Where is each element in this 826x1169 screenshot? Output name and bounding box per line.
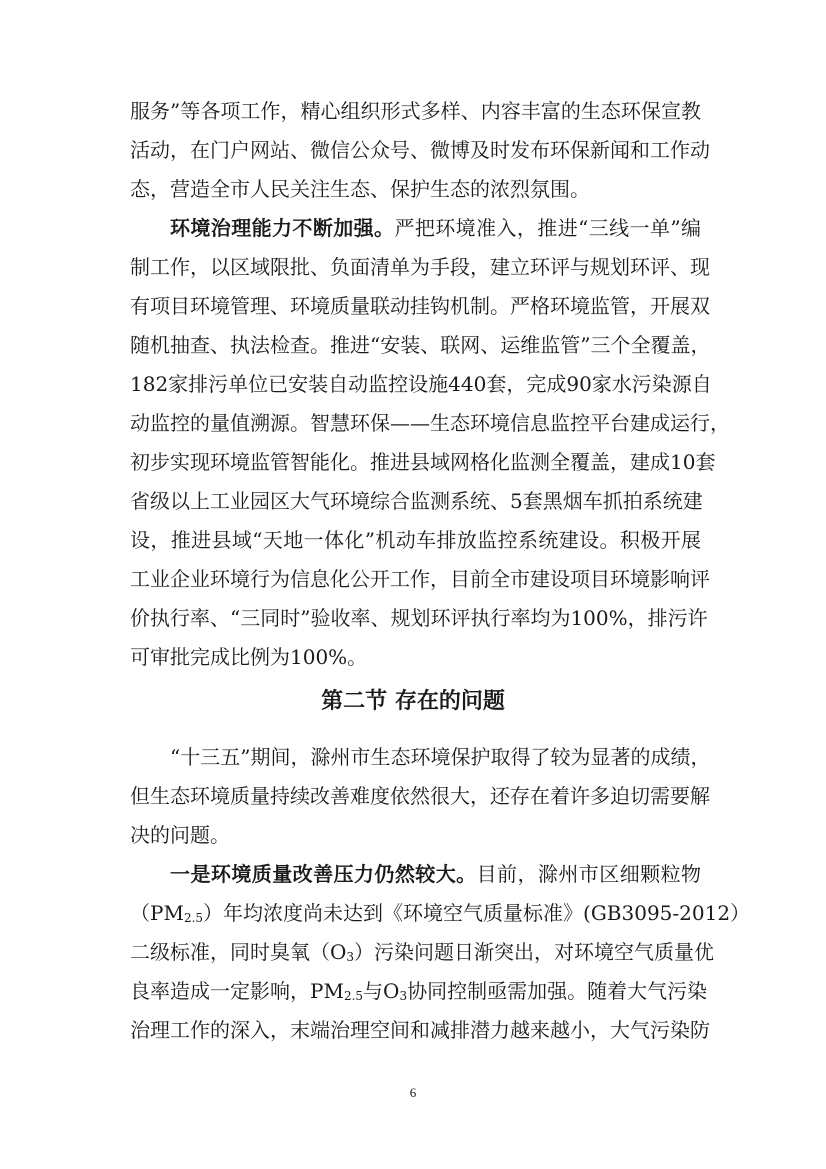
subscript: 2.5 (183, 911, 204, 925)
page-number: 6 (409, 1085, 417, 1100)
text-line: 态，营造全市人民关注生态、保护生态的浓烈氛围。 (130, 177, 590, 201)
text-line: 182家排污单位已安装自动监控设施440套，完成90家水污染源自 (130, 372, 712, 396)
text-span: ）污染问题日渐突出，对环境空气质量优 (354, 940, 715, 964)
paragraph-first-line (170, 213, 701, 243)
text-line: 有项目环境管理、环境质量联动挂钩机制。严格环境监管，开展双 (130, 294, 710, 318)
text-line: 初步实现环境监管智能化。推进县域网格化监测全覆盖，建成10套 (130, 450, 716, 474)
paragraph-first-line (170, 859, 701, 889)
text-line (130, 898, 751, 928)
subscript: 3 (346, 950, 355, 964)
text-span: 二级标准，同时臭氧（O (130, 940, 347, 964)
text-line (130, 976, 708, 1006)
paragraph-lead: 一是环境质量改善压力仍然较大。 (170, 862, 477, 886)
paragraph-lead: 环境治理能力不断加强。 (170, 216, 395, 240)
text-line: 工业企业环境行为信息化公开工作，目前全市建设项目环境影响评 (130, 567, 710, 591)
text-line: 活动，在门户网站、微信公众号、微博及时发布环保新闻和工作动 (130, 138, 710, 162)
section-heading: 第二节 存在的问题 (321, 689, 505, 714)
text-line: 价执行率、“三同时”验收率、规划环评执行率均为100%，排污许 (130, 606, 708, 630)
text-span: 协同控制亟需加强。随着大气污染 (407, 979, 708, 1003)
text-span: 目前，滁州市区细颗粒物 (476, 862, 702, 886)
text-span: ）年均浓度尚未达到《环境空气质量标准》(GB3095-2012） (203, 901, 751, 925)
text-line: 服务”等各项工作，精心组织形式多样、内容丰富的生态环保宣教 (130, 99, 701, 123)
text-line: 动监控的量值溯源。智慧环保——生态环境信息监控平台建成运行， (130, 411, 730, 435)
text-line: 省级以上工业园区大气环境综合监测系统、5套黑烟车抓拍系统建 (130, 489, 703, 513)
text-span: （PM (130, 901, 184, 925)
text-line: 制工作，以区域限批、负面清单为手段，建立环评与规划环评、现 (130, 255, 710, 279)
text-line: 治理工作的深入，末端治理空间和减排潜力越来越小，大气污染防 (130, 1018, 710, 1042)
subscript: 2.5 (343, 989, 364, 1003)
text-line: 随机抽查、执法检查。推进“安装、联网、运维监管”三个全覆盖， (130, 333, 711, 357)
text-span: 严把环境准入，推进“三线一单”编 (394, 216, 702, 240)
text-line: 设，推进县域“天地一体化”机动车排放监控系统建设。积极开展 (130, 528, 701, 552)
text-line: 决的问题。 (130, 823, 230, 847)
text-line: 但生态环境质量持续改善难度依然很大，还存在着许多迫切需要解 (130, 784, 710, 808)
subscript: 3 (399, 989, 408, 1003)
text-span: 良率造成一定影响，PM (130, 979, 344, 1003)
text-line: 可审批完成比例为100%。 (130, 645, 368, 669)
text-line (130, 937, 715, 967)
text-line: “十三五”期间，滁州市生态环境保护取得了较为显著的成绩， (170, 745, 711, 769)
text-span: 与O (363, 979, 400, 1003)
